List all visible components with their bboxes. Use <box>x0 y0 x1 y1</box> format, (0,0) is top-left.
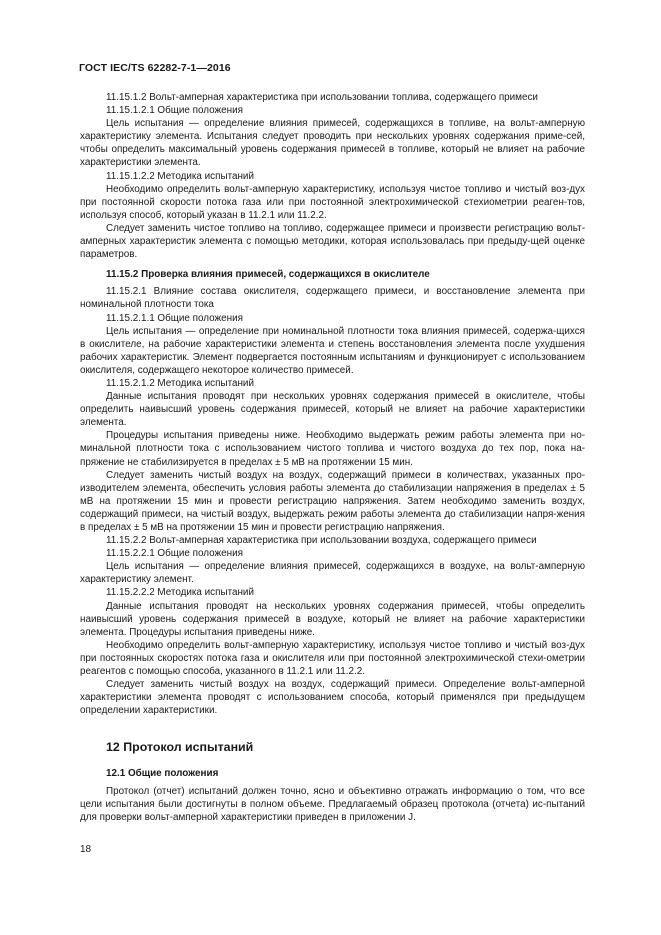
paragraph: Процедуры испытания приведены ниже. Необходимо выдержать режим работы элемента при но-минальной плотности тока с использованием чистого топлива и чистого воздуха до тех пор, пока на-пряжение не стабилизируется в пределах ± 5 мВ на протяжении 15 мин. <box>80 430 585 468</box>
section-12-heading: 12 Протокол испытаний <box>106 740 254 755</box>
paragraph: Цель испытания — определение влияния примесей, содержащихся в воздухе, на вольт-амперную характеристику элемент. <box>80 561 585 586</box>
paragraph: Цель испытания — определение влияния примесей, содержащихся в топливе, на вольт-амперную характеристику элемента. Испытания следует проводить при нескольких уровнях содержания приме-сей, чтобы определить максимальный уровень содержания примесей в топливе, который не влияет на рабочие характеристики элемента. <box>80 118 585 169</box>
clause-11-15-2-2-1: 11.15.2.2.1 Общие положения <box>106 548 243 560</box>
document-body <box>80 91 585 824</box>
clause-11-15-2-2-2: 11.15.2.2.2 Методика испытаний <box>106 587 254 599</box>
paragraph: Данные испытания проводят на нескольких уровнях содержания примесей, чтобы определить наивысший уровень содержания примесей в воздухе, который не влияет на рабочие характеристики элемента. Процедуры испытания приведены ниже. <box>80 600 585 638</box>
clause-11-15-1-2: 11.15.1.2 Вольт-амперная характеристика при использовании топлива, содержащего примеси <box>106 92 538 103</box>
document-header: ГОСТ IEC/TS 62282-7-1—2016 <box>79 62 231 74</box>
paragraph: Необходимо определить вольт-амперную характеристику, используя чистое топливо и чистый воз-дух при постоянной скорости потока газа или при постоянной электрохимической стехиометрии реаген-тов, используя способ, который указан в 11.2.1 или 11.2.2. <box>80 183 585 221</box>
clause-11-15-1-2-1: 11.15.1.2.1 Общие положения <box>106 105 243 117</box>
clause-11-15-2-1-2: 11.15.2.1.2 Методика испытаний <box>106 377 254 389</box>
paragraph: Следует заменить чистый воздух на воздух, содержащий примеси. Определение вольт-амперной характеристики элемента проводят с использованием способа, который применялся при предыдущем определении характеристики. <box>80 679 585 717</box>
paragraph: Необходимо определить вольт-амперную характеристику, используя чистое топливо и чистый воз-дух при постоянных скоростях потока газа и окислителя или при постоянной электрохимической стехи-ометрии реагентов с помощью способа, указанного в 11.2.1 или 11.2.2. <box>80 639 585 678</box>
clause-11-15-1-2-2: 11.15.1.2.2 Методика испытаний <box>106 170 254 182</box>
paragraph: Цель испытания — определение при номинальной плотности тока влияния примесей, содержа-щихся в окислителе, на рабочие характеристики элемента и степень восстановления элемента после ухудшения рабочих характеристик. Элемент подвергается постоянным испытаниям и функционирует с использованием окислителя, содержащего некоторое количество примесей. <box>80 325 585 376</box>
paragraph: Протокол (отчет) испытаний должен точно, ясно и объективно отражать информацию о том, что все цели испытания были достигнуты в полном объеме. Предлагаемый образец протокола (отчета) ис-пытаний для проверки вольт-амперной характеристики приведен в приложении J. <box>80 785 585 823</box>
paragraph: Данные испытания проводят при нескольких уровнях содержания примесей в окислителе, чтобы определить наивысший уровень содержания примесей, который не влияет на рабочие характеристики элемента. <box>80 391 585 429</box>
clause-11-15-2-1: 11.15.2.1 Влияние состава окислителя, содержащего примеси, и восстановление элемента при номинальной плотности тока <box>80 286 585 311</box>
clause-11-15-2-heading: 11.15.2 Проверка влияния примесей, содержащихся в окислителе <box>106 269 430 281</box>
paragraph: Следует заменить чистое топливо на топливо, содержащее примеси и произвести регистрацию вольт-амперных характеристик элемента с помощью методики, которая использовалась при предыду-щей оценке параметров. <box>80 222 585 261</box>
section-12-1-heading: 12.1 Общие положения <box>106 767 219 779</box>
clause-11-15-2-2: 11.15.2.2 Вольт-амперная характеристика при использовании воздуха, содержащего примеси <box>106 535 537 547</box>
page-number: 18 <box>80 844 92 855</box>
clause-11-15-2-1-1: 11.15.2.1.1 Общие положения <box>106 312 243 324</box>
paragraph: Следует заменить чистый воздух на воздух, содержащий примеси в количествах, указанных про-изводителем элемента, обеспечить условия работы элемента до стабилизации напряжения в пределах ± 5 мВ на протяжении 15 мин и провести регистрацию напряжения. Затем необходимо заменить воздух, содержащий примеси, на чистый воздух, выдержать режим работы элемента до стабилизации напря-жения в пределах ± 5 мВ на протяжении 15 мин и провести регистрацию напряжения. <box>80 469 585 533</box>
